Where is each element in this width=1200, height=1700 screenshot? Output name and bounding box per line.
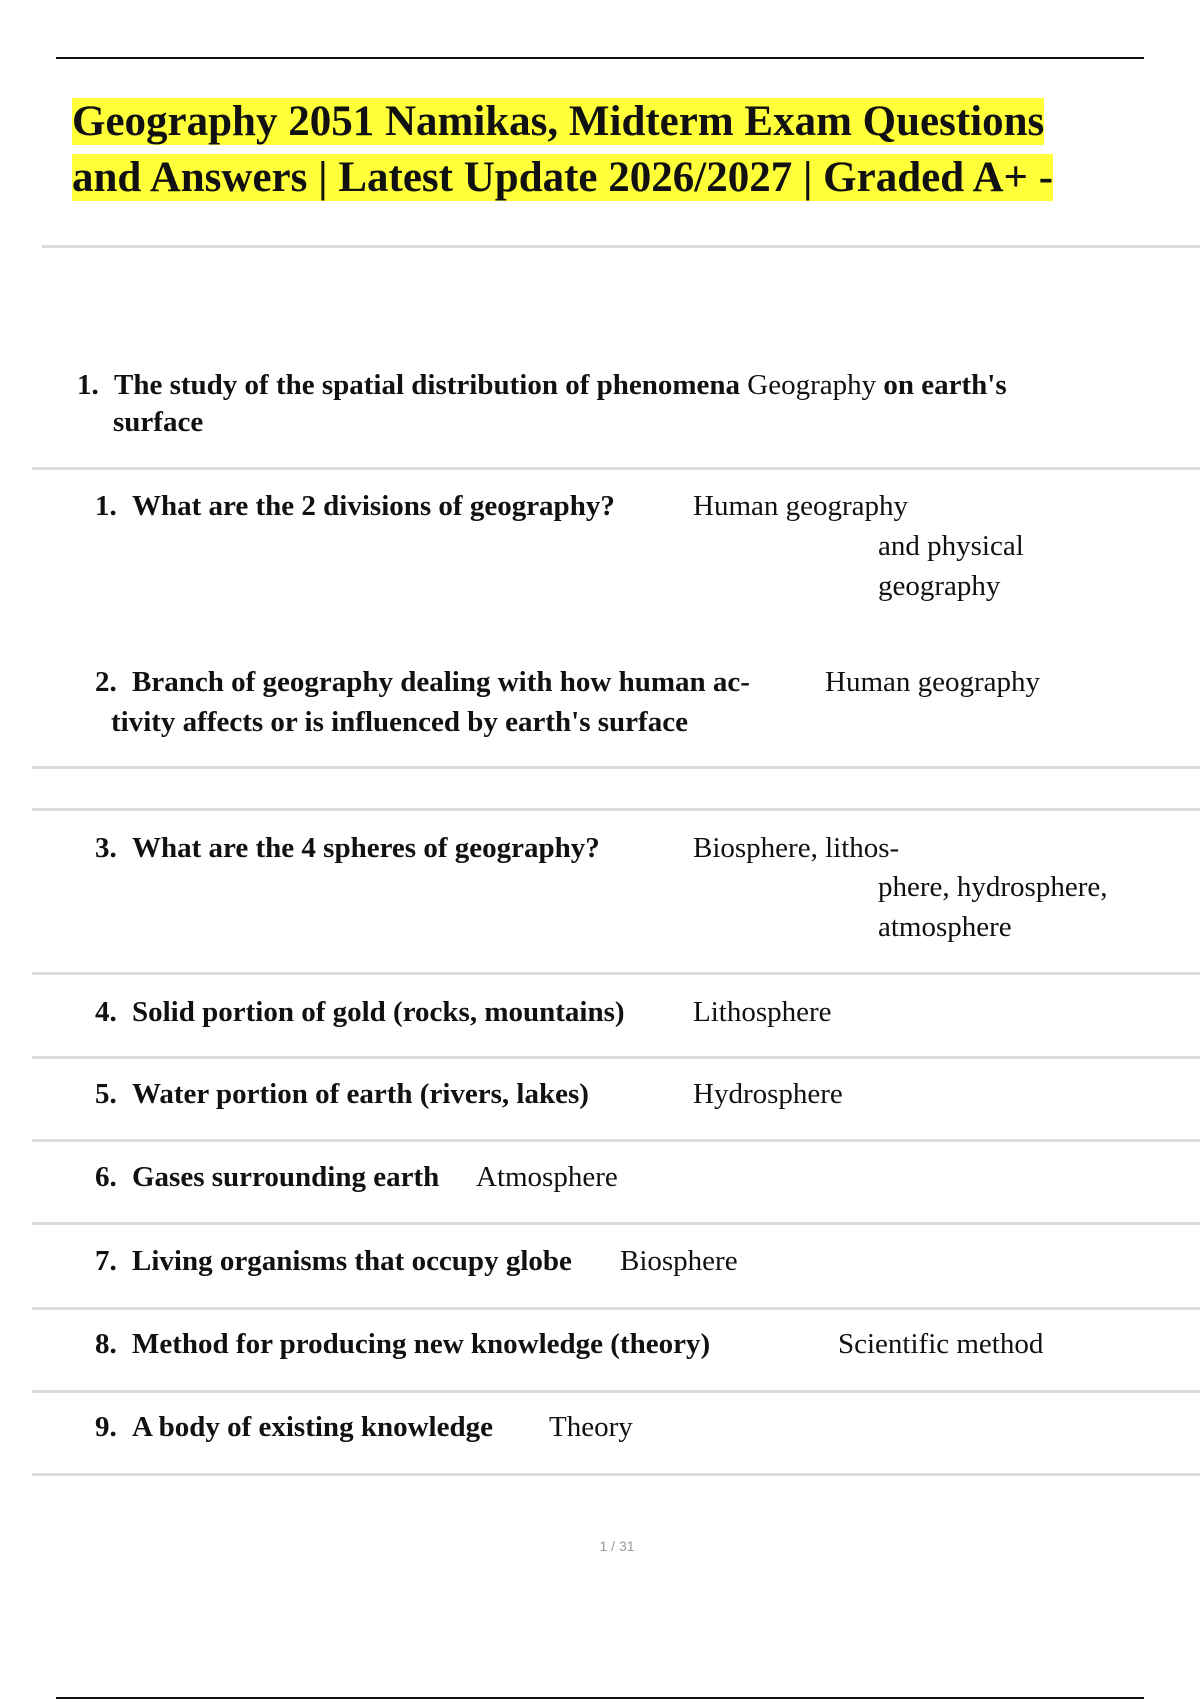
title-line-1: Geography 2051 Namikas, Midterm Exam Questions bbox=[72, 98, 1045, 145]
answer-text: Biosphere bbox=[620, 1245, 738, 1277]
separator bbox=[32, 1390, 1200, 1393]
separator bbox=[32, 1139, 1200, 1142]
separator bbox=[32, 1307, 1200, 1310]
item-number: 6. bbox=[95, 1161, 117, 1193]
question-text: tivity affects or is influenced by earth's surface bbox=[111, 706, 688, 738]
question-text: Branch of geography dealing with how human ac- bbox=[132, 666, 750, 698]
document-title bbox=[72, 94, 1132, 206]
bottom-rule bbox=[56, 1697, 1144, 1699]
answer-text: geography bbox=[878, 570, 1001, 602]
question-text: Gases surrounding earth bbox=[132, 1161, 440, 1193]
title-line-2: and Answers | Latest Update 2026/2027 | Graded A+ - bbox=[72, 154, 1054, 201]
item-number: 4. bbox=[95, 996, 117, 1028]
question-text: Living organisms that occupy globe bbox=[132, 1245, 572, 1277]
answer-text: Atmosphere bbox=[476, 1161, 618, 1193]
answer-text: Hydrosphere bbox=[693, 1078, 843, 1110]
question-text: Solid portion of gold (rocks, mountains) bbox=[132, 996, 625, 1028]
answer-text: and physical bbox=[878, 530, 1024, 562]
answer-text: Geography bbox=[747, 369, 877, 401]
page-indicator: 1 / 31 bbox=[599, 1538, 635, 1554]
item-number: 5. bbox=[95, 1078, 117, 1110]
answer-text: Lithosphere bbox=[693, 996, 832, 1028]
question-text: Water portion of earth (rivers, lakes) bbox=[132, 1078, 589, 1110]
question-text: What are the 2 divisions of geography? bbox=[132, 490, 615, 522]
separator bbox=[42, 245, 1200, 248]
answer-text: Biosphere, lithos- bbox=[693, 832, 900, 864]
question-text: surface bbox=[113, 406, 204, 438]
answer-text: Human geography bbox=[825, 666, 1041, 698]
question-line bbox=[114, 369, 1007, 402]
separator bbox=[32, 808, 1200, 811]
answer-text: Human geography bbox=[693, 490, 909, 522]
question-text: What are the 4 spheres of geography? bbox=[132, 832, 600, 864]
question-text: on earth's bbox=[883, 369, 1007, 401]
separator bbox=[32, 1222, 1200, 1225]
question-text: Method for producing new knowledge (theory) bbox=[132, 1328, 711, 1360]
top-rule bbox=[56, 57, 1144, 59]
answer-text: atmosphere bbox=[878, 911, 1012, 943]
item-number: 9. bbox=[95, 1411, 117, 1443]
answer-text: Theory bbox=[549, 1411, 633, 1443]
separator bbox=[32, 1056, 1200, 1059]
question-text: A body of existing knowledge bbox=[132, 1411, 493, 1443]
item-number: 2. bbox=[95, 666, 117, 698]
separator bbox=[32, 766, 1200, 769]
item-number: 3. bbox=[95, 832, 117, 864]
separator bbox=[32, 1473, 1200, 1476]
separator bbox=[32, 972, 1200, 975]
item-number: 1. bbox=[95, 490, 117, 522]
separator bbox=[32, 467, 1200, 470]
question-text: The study of the spatial distribution of phenomena bbox=[114, 369, 741, 401]
answer-text: Scientific method bbox=[838, 1328, 1044, 1360]
item-number: 1. bbox=[77, 369, 99, 401]
answer-text: phere, hydrosphere, bbox=[878, 871, 1108, 903]
item-number: 7. bbox=[95, 1245, 117, 1277]
item-number: 8. bbox=[95, 1328, 117, 1360]
